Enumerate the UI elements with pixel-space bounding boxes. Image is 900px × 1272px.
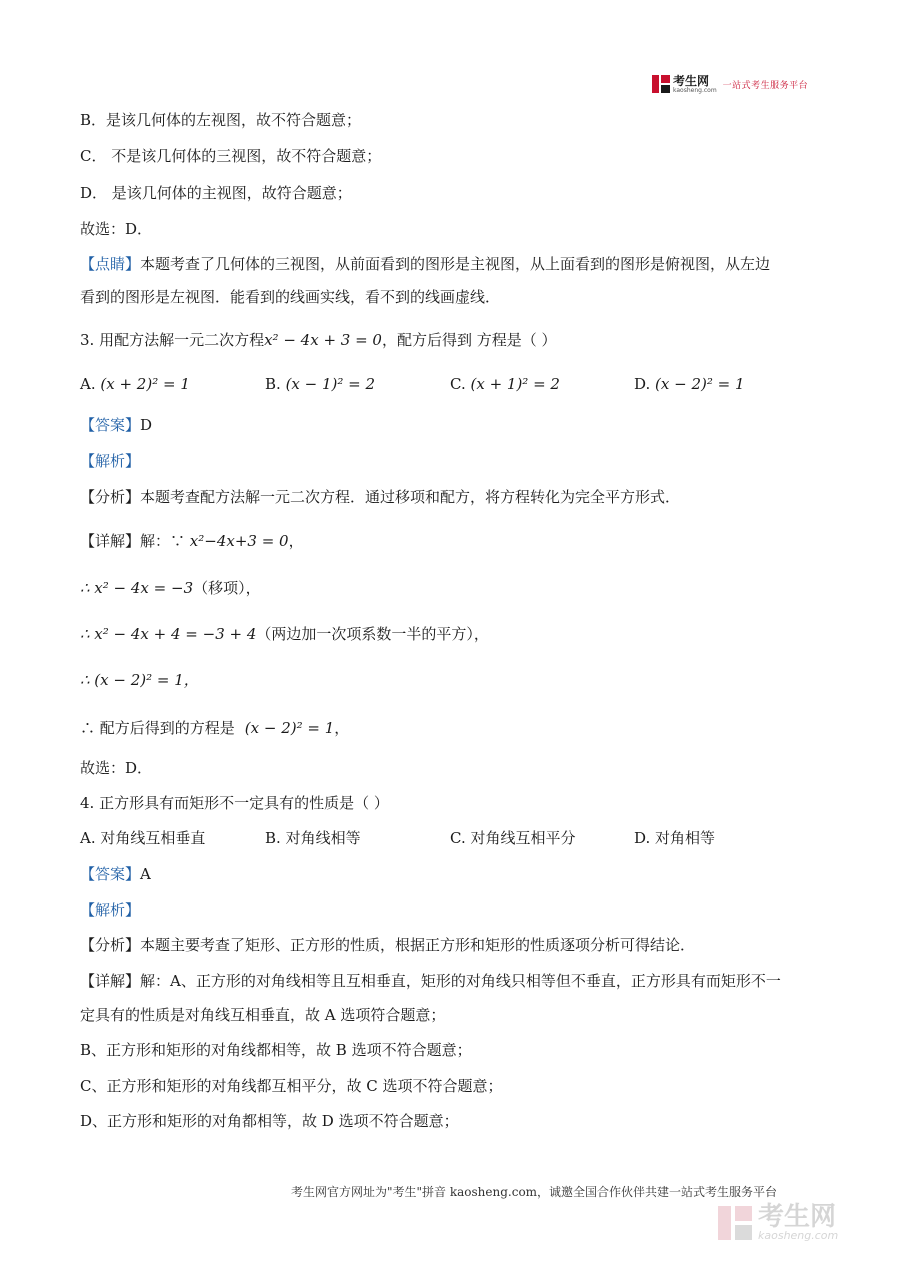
dianjing-text: 本题考查了几何体的三视图，从前面看到的图形是主视图，从上面看到的图形是俯视图，从左边 — [140, 255, 771, 273]
xiangjie-prefix: 解：∵ — [140, 532, 190, 550]
q3-step-1 — [80, 578, 261, 598]
q2-line-b: B．是该几何体的左视图，故不符合题意； — [80, 111, 362, 129]
answer-value: D — [140, 416, 153, 434]
q4-xiangjie — [80, 971, 781, 991]
option-label: A. — [80, 375, 96, 393]
q3-step-4 — [80, 718, 349, 738]
q3-xiangjie — [80, 531, 304, 551]
q3-fenxi — [80, 487, 680, 507]
logo-text — [673, 75, 717, 94]
q3-jiexi — [80, 451, 140, 471]
kaosheng-logo-icon — [652, 75, 670, 93]
logo-slogan: 一站式考生服务平台 — [722, 80, 809, 91]
step-4-prefix: ∴ 配方后得到的方程是 — [80, 719, 235, 737]
q3-stem-equation: x² − 4x + 3 = 0 — [264, 331, 382, 349]
watermark-name: 考生网 — [758, 1202, 837, 1232]
logo-name: 考生网 — [673, 73, 710, 88]
page-footer: 考生网官方网址为"考生"拼音 kaosheng.com，诚邀全国合作伙伴共建一站式考生服务平台 — [291, 1185, 778, 1199]
dianjing-tag: 【点睛】 — [80, 255, 141, 273]
q4-option-b — [265, 828, 361, 848]
q4-line-c: C、正方形和矩形的对角线都互相平分，故 C 选项不符合题意； — [80, 1077, 503, 1095]
jiexi-tag: 【解析】 — [80, 452, 141, 470]
q2-line-c: C． 不是该几何体的三视图，故不符合题意； — [80, 147, 382, 165]
q3-stem — [80, 330, 557, 350]
option-label: D. — [634, 375, 651, 393]
answer-tag: 【答案】 — [80, 865, 141, 883]
xiangjie-tag: 【详解】 — [80, 972, 141, 990]
option-expr: (x − 1)² = 2 — [285, 375, 376, 393]
answer-tag: 【答案】 — [80, 416, 141, 434]
header-logo — [652, 74, 808, 94]
q4-stem: 4. 正方形具有而矩形不一定具有的性质是（ ） — [80, 794, 389, 812]
q4-option-d — [634, 828, 715, 848]
q4-fenxi — [80, 935, 695, 955]
q4-option-a — [80, 828, 205, 848]
logo-domain: kaosheng.com — [673, 86, 717, 94]
option-label: B. — [265, 829, 281, 847]
q2-line-d: D． 是该几何体的主视图，故符合题意； — [80, 184, 352, 202]
watermark-text — [758, 1204, 838, 1241]
option-expr: (x − 2)² = 1 — [655, 375, 745, 393]
step-2-equation: ∴ x² − 4x + 4 = −3 + 4 — [80, 625, 257, 643]
fenxi-tag: 【分析】 — [80, 936, 141, 954]
option-expr: (x + 1)² = 2 — [470, 375, 560, 393]
q3-step-2 — [80, 624, 489, 644]
q3-conclusion: 故选：D． — [80, 759, 153, 777]
watermark-domain: kaosheng.com — [758, 1229, 839, 1242]
q3-stem-after: ，配方后得到 方程是（ ） — [381, 331, 557, 349]
fenxi-text: 本题主要考查了矩形、正方形的性质，根据正方形和矩形的性质逐项分析可得结论． — [140, 936, 696, 954]
q3-stem-before: 3. 用配方法解一元二次方程 — [80, 331, 265, 349]
step-4-end: ， — [334, 719, 350, 737]
xiangjie-text: 解：A、正方形的对角线相等且互相垂直，矩形的对角线只相等但不垂直，正方形具有而矩形不一 — [140, 972, 781, 990]
option-label: A. — [80, 829, 96, 847]
option-text: 对角线互相平分 — [470, 829, 576, 847]
option-label: C. — [450, 829, 466, 847]
option-label: D. — [634, 829, 651, 847]
step-3-equation: ∴ (x − 2)² = 1， — [80, 671, 199, 689]
xiangjie-tag: 【详解】 — [80, 532, 141, 550]
option-expr: (x + 2)² = 1 — [100, 375, 190, 393]
option-text: 对角相等 — [655, 829, 716, 847]
q4-line-d: D、正方形和矩形的对角都相等，故 D 选项不符合题意； — [80, 1112, 459, 1130]
q3-option-b — [265, 374, 375, 394]
q2-dianjing — [80, 254, 770, 274]
xiangjie-end: ， — [288, 532, 304, 550]
option-text: 对角线相等 — [285, 829, 361, 847]
q3-step-3 — [80, 670, 199, 690]
option-text: 对角线互相垂直 — [100, 829, 206, 847]
q4-xiangjie-cont: 定具有的性质是对角线互相垂直，故 A 选项符合题意； — [80, 1006, 446, 1024]
q4-line-b: B、正方形和矩形的对角线都相等，故 B 选项不符合题意； — [80, 1041, 472, 1059]
option-label: B. — [265, 375, 281, 393]
jiexi-tag: 【解析】 — [80, 901, 141, 919]
step-1-equation: ∴ x² − 4x = −3 — [80, 579, 194, 597]
kaosheng-watermark-icon — [718, 1206, 752, 1240]
step-4-equation: (x − 2)² = 1 — [244, 719, 335, 737]
fenxi-text: 本题考查配方法解一元二次方程．通过移项和配方，将方程转化为完全平方形式． — [140, 488, 681, 506]
step-1-note: （移项）， — [193, 579, 261, 597]
xiangjie-equation: x²−4x+3 = 0 — [189, 532, 289, 550]
q4-option-c — [450, 828, 576, 848]
option-label: C. — [450, 375, 466, 393]
q4-jiexi — [80, 900, 140, 920]
q2-dianjing-cont: 看到的图形是左视图．能看到的线画实线，看不到的线画虚线． — [80, 288, 501, 306]
q3-option-a — [80, 374, 190, 394]
q3-option-d — [634, 374, 745, 394]
q4-answer — [80, 864, 151, 884]
q3-answer — [80, 415, 152, 435]
q3-option-c — [450, 374, 560, 394]
answer-value: A — [140, 865, 151, 883]
watermark — [718, 1204, 838, 1241]
step-2-note: （两边加一次项系数一半的平方）， — [256, 625, 489, 643]
q2-conclusion: 故选：D． — [80, 220, 153, 238]
fenxi-tag: 【分析】 — [80, 488, 141, 506]
